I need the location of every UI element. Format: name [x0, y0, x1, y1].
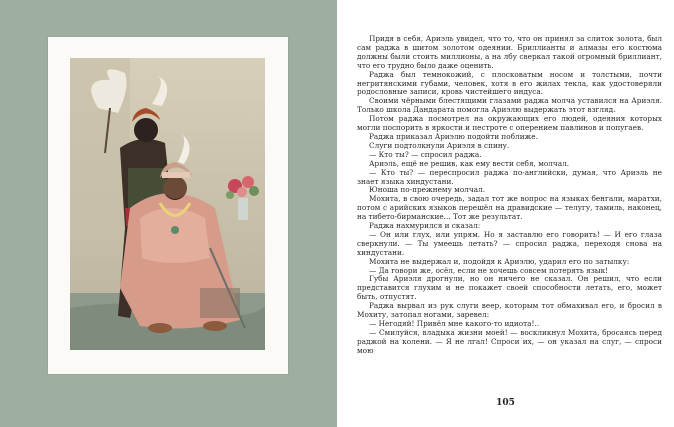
paragraph: — Смилуйся, владыка жизни моей! — воскликнул Мохита, бросаясь перед раджой на колени. — Я не лгал! Спроси их, — он указал на слуг, — спроси мою [357, 327, 662, 355]
paragraph: Ариэль, ещё не решив, как ему вести себя, молчал. [369, 158, 570, 168]
paragraph: Мохита не выдержал и, подойдя к Ариэлю, ударил его по затылку: [369, 256, 630, 266]
paragraph: — Кто ты? — спросил раджа. [369, 149, 482, 159]
right-page [337, 0, 674, 427]
illustration-mat [48, 37, 288, 374]
maharaja-portrait [70, 58, 265, 350]
paragraph: Слуги подтолкнули Ариэля в спину. [369, 140, 510, 150]
illustration [70, 58, 265, 350]
page-text [357, 35, 662, 356]
paragraph: Придя в себя, Ариэль увидел, что то, что он принял за слиток золота, был сам раджа в шитом золотом одеянии. Бриллианты и алмазы его костюма должны были стоить миллионы, а на лбу сверкал такой огромный бриллиант, что его трудно было даже оценить. [357, 34, 662, 70]
paragraph: Раджа вырвал из рук слуги веер, которым тот обмахивал его, и бросил в Мохиту, затопал ногами, заревел: [357, 301, 662, 320]
paragraph: Губы Ариэля дрогнули, но он ничего не сказал. Он решил, что если представится глухим и не покажет своей способности летать, его, может быть, отпустят. [357, 274, 662, 302]
paragraph: Своими чёрными блестящими глазами раджа молча уставился на Ариэля. Только школа Дандарата помогла Ариэлю выдержать этот взгляд. [357, 96, 662, 115]
page-number: 105 [496, 398, 515, 408]
paragraph: — Негодяй! Привёл мне какого-то идиота!.. [369, 319, 540, 328]
paragraph: Раджа был темнокожий, с плосковатым носом и толстыми, почти негритянскими губами, человек, хотя в его жилах текла, как удостоверяли родословные записи, кровь чистейшего индуса. [357, 69, 662, 97]
paragraph: — Да говори же, осёл, если не хочешь совсем потерять язык! [369, 265, 609, 275]
paragraph: Раджа нахмурился и сказал: [369, 221, 481, 231]
paragraph: — Кто ты? — переспросил раджа по-английски, думая, что Ариэль не знает языка хиндустани. [357, 167, 662, 186]
paragraph: Потом раджа посмотрел на окружающих его людей, одеяния которых могли поспорить в яркости и пестроте с оперением павлинов и попугаев. [357, 114, 662, 133]
paragraph: Раджа приказал Ариэлю подойти поближе. [369, 131, 538, 141]
paragraph: Мохита, в свою очередь, задал тот же вопрос на языках бенгали, маратхи, потом с арийских языков перешёл на дравидские — телугу, тамиль, наконец, на тибето-бирманские... Тот же результат. [357, 194, 662, 222]
paragraph: — Он или глух, или упрям. Но я заставлю его говорить! — И его глаза сверкнули. — Ты умеешь летать? — спросил раджа, переходя снова на хиндустани. [357, 229, 662, 257]
paragraph: Юноша по-прежнему молчал. [369, 185, 486, 195]
